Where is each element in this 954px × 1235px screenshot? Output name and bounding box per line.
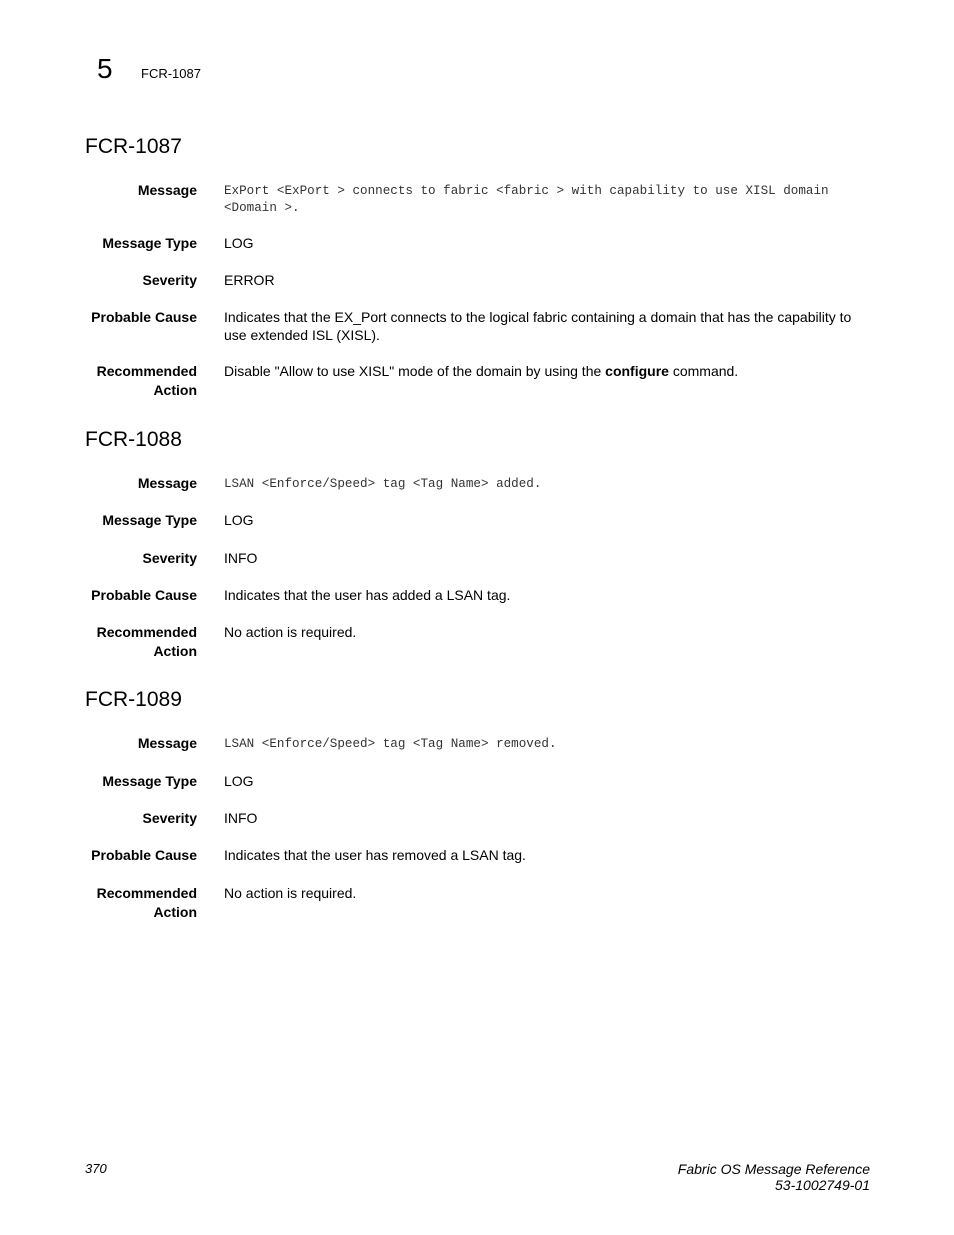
severity-value: INFO (224, 810, 258, 826)
severity-label: Severity (142, 550, 197, 566)
severity-label: Severity (142, 810, 197, 826)
message-type-value: LOG (224, 773, 254, 789)
recommended-action-value: No action is required. (224, 885, 357, 901)
doc-number: 53-1002749-01 (775, 1177, 870, 1193)
section-title: FCR-1089 (85, 688, 182, 711)
message-type-value: LOG (224, 235, 254, 251)
label-line-2: Action (153, 904, 197, 920)
message-type-label: Message Type (102, 773, 197, 789)
severity-label: Severity (142, 272, 197, 288)
message-label: Message (137, 735, 197, 751)
page-number: 370 (85, 1161, 107, 1176)
probable-cause-value: Indicates that the user has added a LSAN tag. (224, 587, 511, 603)
probable-cause-label: Probable Cause (91, 587, 197, 603)
action-text-before: Disable "Allow to use XISL" mode of the domain by using the (224, 363, 606, 379)
chapter-number: 5 (97, 53, 113, 84)
section-title: FCR-1088 (85, 428, 182, 451)
probable-cause-label: Probable Cause (91, 847, 197, 863)
message-value: LSAN <Enforce/Speed> tag <Tag Name> removed. (224, 737, 557, 751)
doc-title: Fabric OS Message Reference (677, 1161, 870, 1177)
message-line-1: ExPort <ExPort > connects to fabric <fabric > with capability to use XISL domain (224, 184, 829, 198)
label-line-1: Recommended (96, 624, 197, 640)
probable-cause-value: Indicates that the user has removed a LSAN tag. (224, 847, 526, 863)
recommended-action-value (224, 362, 864, 380)
recommended-action-label (60, 623, 197, 661)
message-label: Message (137, 475, 197, 491)
recommended-action-value: No action is required. (224, 624, 357, 640)
label-line-1: Recommended (96, 363, 197, 379)
message-label: Message (137, 182, 197, 198)
message-type-label: Message Type (102, 235, 197, 251)
message-line-2: <Domain >. (224, 201, 300, 215)
probable-cause-value: Indicates that the EX_Port connects to the logical fabric containing a domain that has the capability to use extended ISL (XISL). (224, 309, 852, 343)
label-line-2: Action (153, 643, 197, 659)
label-line-2: Action (153, 382, 197, 398)
recommended-action-label (60, 362, 197, 400)
message-type-value: LOG (224, 512, 254, 528)
footer-doc-info (678, 1161, 870, 1193)
probable-cause-label: Probable Cause (91, 309, 197, 325)
severity-value: INFO (224, 550, 258, 566)
message-value: LSAN <Enforce/Speed> tag <Tag Name> added. (224, 477, 542, 491)
severity-value: ERROR (224, 272, 275, 288)
label-line-1: Recommended (96, 885, 197, 901)
recommended-action-label (60, 884, 197, 922)
section-title: FCR-1087 (85, 135, 182, 158)
running-header: FCR-1087 (141, 66, 201, 81)
action-text-after: command. (668, 363, 739, 379)
configure-command: configure (605, 363, 669, 379)
message-type-label: Message Type (102, 512, 197, 528)
message-value (224, 183, 864, 217)
